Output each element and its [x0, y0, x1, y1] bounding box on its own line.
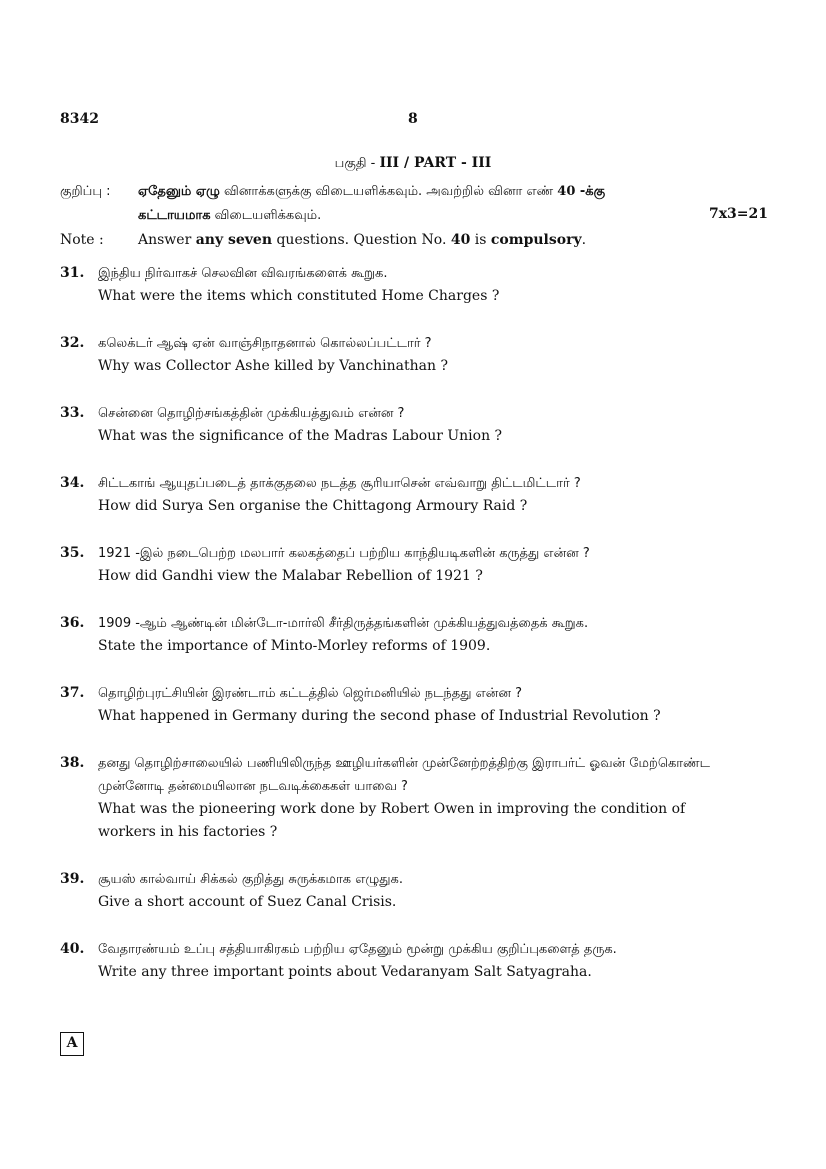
tamil-note-text2: -க்கு — [575, 184, 606, 199]
question-english: What was the significance of the Madras Labour Union ? — [98, 428, 503, 444]
question-item — [60, 752, 740, 844]
note-label: Note : — [60, 232, 104, 248]
question-tamil: சென்னை தொழிற்சங்கத்தின் முக்கியத்துவம் என்ன ? — [98, 406, 405, 421]
question-number: 33. — [60, 405, 85, 421]
question-item — [60, 542, 740, 588]
tamil-note-text1: வினாக்களுக்கு விடையளிக்கவும். அவற்றில் வினா எண் — [219, 184, 558, 199]
question-item — [60, 682, 740, 728]
question-number: 39. — [60, 871, 85, 887]
question-english: Write any three important points about Vedaranyam Salt Satyagraha. — [98, 964, 592, 980]
question-number: 40. — [60, 941, 85, 957]
question-english: How did Gandhi view the Malabar Rebellion of 1921 ? — [98, 568, 483, 584]
note-bold-qno: 40 — [450, 232, 471, 248]
question-number: 35. — [60, 545, 85, 561]
question-tamil: 1909 -ஆம் ஆண்டின் மின்டோ-மார்லி சீர்திருத்தங்களின் முக்கியத்துவத்தைக் கூறுக. — [98, 616, 589, 631]
marks-allocation: 7x3=21 — [708, 206, 768, 222]
question-tamil: 1921 -இல் நடைபெற்ற மலபார் கலகத்தைப் பற்றிய காந்தியடிகளின் கருத்து என்ன ? — [98, 546, 590, 561]
booklet-version-box: A — [60, 1032, 84, 1056]
question-english: What happened in Germany during the second phase of Industrial Revolution ? — [98, 708, 661, 724]
tamil-note-qno: 40 — [557, 184, 576, 199]
question-english: What was the pioneering work done by Robert Owen in improving the condition of workers in his factories ? — [98, 801, 686, 840]
question-tamil: தொழிற்புரட்சியின் இரண்டாம் கட்டத்தில் ஜெர்மனியில் நடந்தது என்ன ? — [98, 686, 523, 701]
question-number: 37. — [60, 685, 85, 701]
question-item — [60, 612, 740, 658]
question-tamil: தனது தொழிற்சாலையில் பணியிலிருந்த ஊழியர்களின் முன்னேற்றத்திற்கு இராபர்ட் ஓவன் மேற்கொண்ட முன்னோடி தன்மையிலான நடவடிக்கைகள் யாவை ? — [98, 756, 710, 794]
question-item — [60, 332, 740, 378]
note-text2: questions. Question No. — [272, 232, 451, 248]
instructions — [60, 180, 770, 252]
question-english: Why was Collector Ashe killed by Vanchinathan ? — [98, 358, 448, 374]
tamil-note-text — [138, 180, 770, 204]
note-text4: . — [581, 232, 587, 248]
tamil-note-line2-bold: கட்டாயமாக — [138, 208, 211, 223]
question-english: State the importance of Minto-Morley reforms of 1909. — [98, 638, 491, 654]
question-english: Give a short account of Suez Canal Crisis. — [98, 894, 397, 910]
paper-code: 8342 — [60, 111, 99, 127]
question-number: 32. — [60, 335, 85, 351]
tamil-note-line1 — [60, 180, 770, 204]
question-tamil: சூயஸ் கால்வாய் சிக்கல் குறித்து சுருக்கமாக எழுதுக. — [98, 872, 403, 887]
question-list — [60, 262, 740, 984]
question-item — [60, 402, 740, 448]
note-text — [138, 228, 770, 252]
question-tamil: சிட்டகாங் ஆயுதப்படைத் தாக்குதலை நடத்த சூரியாசென் எவ்வாறு திட்டமிட்டார் ? — [98, 476, 581, 491]
note-bold-compulsory: compulsory — [490, 232, 582, 248]
question-number: 36. — [60, 615, 85, 631]
tamil-note-bold: ஏதேனும் ஏழு — [138, 184, 220, 199]
part-title — [0, 155, 826, 172]
question-tamil: கலெக்டர் ஆஷ் ஏன் வாஞ்சிநாதனால் கொல்லப்பட்டார் ? — [98, 336, 432, 351]
question-tamil: இந்திய நிர்வாகச் செலவின விவரங்களைக் கூறுக. — [98, 266, 388, 281]
note-bold-any-seven: any seven — [195, 232, 273, 248]
question-number: 38. — [60, 755, 85, 771]
question-english: What were the items which constituted Home Charges ? — [98, 288, 500, 304]
question-item — [60, 262, 740, 308]
tamil-note-text-line2 — [138, 204, 770, 228]
question-item — [60, 938, 740, 984]
page-number: 8 — [408, 111, 418, 127]
question-number: 31. — [60, 265, 85, 281]
tamil-note-label: குறிப்பு : — [60, 184, 111, 199]
part-title-english: III / PART - III — [379, 155, 492, 171]
english-note — [60, 228, 770, 252]
question-english: How did Surya Sen organise the Chittagong Armoury Raid ? — [98, 498, 528, 514]
tamil-note-line2-text: விடையளிக்கவும். — [210, 208, 322, 223]
question-item — [60, 868, 740, 914]
part-title-tamil: பகுதி - — [334, 156, 380, 171]
note-text3: is — [470, 232, 491, 248]
note-text1: Answer — [138, 232, 196, 248]
question-tamil: வேதாரண்யம் உப்பு சத்தியாகிரகம் பற்றிய ஏதேனும் மூன்று முக்கிய குறிப்புகளைத் தருக. — [98, 942, 617, 957]
question-number: 34. — [60, 475, 85, 491]
question-item — [60, 472, 740, 518]
tamil-note-line2 — [60, 204, 770, 228]
